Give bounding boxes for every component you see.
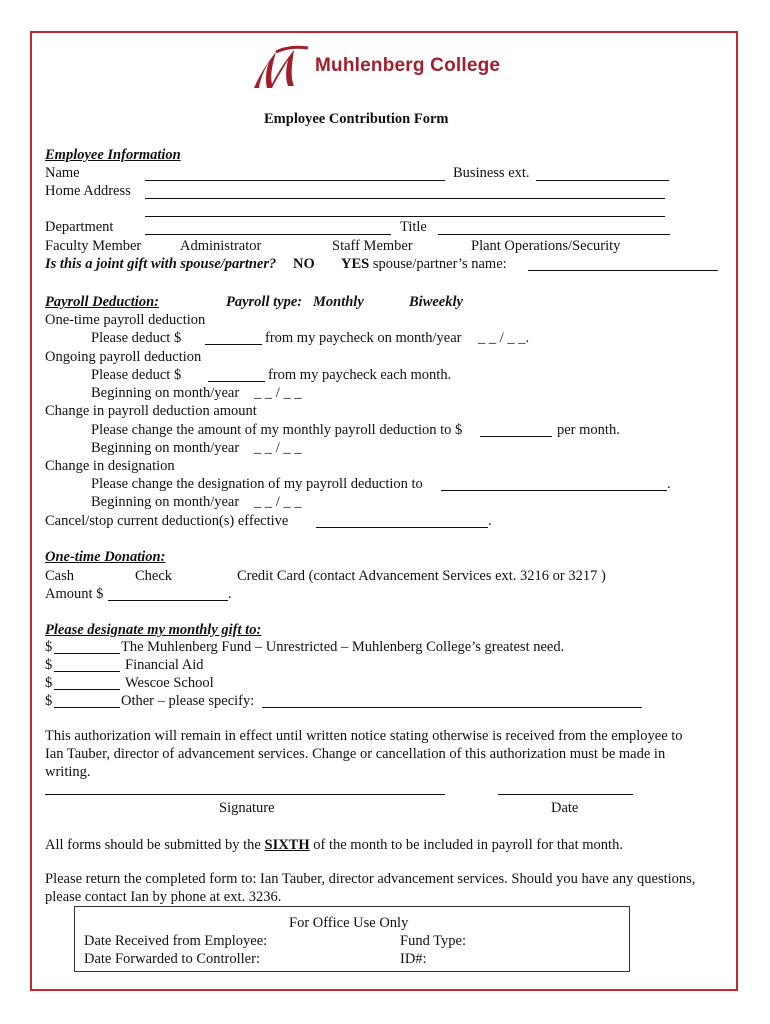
ongoing-suffix-label: from my paycheck each month. <box>268 367 452 383</box>
amount-period: . <box>228 586 232 602</box>
change-designation-date-field[interactable]: _ _ / _ _ <box>254 494 302 510</box>
college-name: Muhlenberg College <box>315 55 501 76</box>
staff-member-checkbox[interactable] <box>332 237 413 255</box>
muhlenberg-fund-amount-field[interactable] <box>54 653 120 654</box>
designation-dollar-3: $ <box>45 675 53 691</box>
home-address-label: Home Address <box>45 183 131 199</box>
business-ext-field[interactable] <box>536 180 669 181</box>
administrator-label: Administrator <box>180 238 262 254</box>
name-label: Name <box>45 165 80 181</box>
id-label: ID#: <box>400 951 427 967</box>
date-field[interactable] <box>498 794 633 795</box>
faculty-member-checkbox[interactable] <box>45 237 141 255</box>
office-use-heading: For Office Use Only <box>289 915 409 931</box>
change-designation-checkbox[interactable] <box>45 457 175 475</box>
sixth-emphasis: SIXTH <box>264 837 310 853</box>
wescoe-school-amount-field[interactable] <box>54 689 120 690</box>
ongoing-deduction-checkbox[interactable] <box>45 348 201 366</box>
ongoing-amount-field[interactable] <box>208 381 265 382</box>
monthly-checkbox[interactable] <box>313 293 364 311</box>
signature-field[interactable] <box>45 794 445 795</box>
check-checkbox[interactable] <box>135 567 172 585</box>
joint-gift-yes-checkbox[interactable] <box>341 255 507 273</box>
authorization-line-2: Ian Tauber, director of advancement services. Change or cancellation of this authorization must be made in <box>45 746 666 762</box>
spouse-name-field[interactable] <box>528 270 718 271</box>
please-deduct-label-2: Please deduct $ <box>91 367 182 383</box>
ongoing-deduction-label: Ongoing payroll deduction <box>45 349 202 365</box>
wescoe-school-label: Wescoe School <box>125 675 214 691</box>
plant-operations-label: Plant Operations/Security <box>471 238 621 254</box>
submit-deadline-text: All forms should be submitted by the SIXTH of the month to be included in payroll for that month. <box>45 837 623 853</box>
change-designation-beginning-label: Beginning on month/year <box>91 494 240 510</box>
plant-operations-checkbox[interactable] <box>471 237 620 255</box>
designation-dollar-4: $ <box>45 693 53 709</box>
designation-dollar-2: $ <box>45 657 53 673</box>
date-forwarded-label: Date Forwarded to Controller: <box>84 951 260 967</box>
one-time-deduction-checkbox[interactable] <box>45 311 205 329</box>
ongoing-beginning-label: Beginning on month/year <box>91 385 240 401</box>
donation-amount-field[interactable] <box>108 600 228 601</box>
one-time-donation-heading: One-time Donation: <box>45 549 166 565</box>
credit-card-label: Credit Card (contact Advancement Services ext. 3216 or 3217 ) <box>237 568 606 584</box>
cancel-deduction-checkbox[interactable] <box>45 512 288 530</box>
title-label: Title <box>400 219 427 235</box>
cash-label: Cash <box>45 568 74 584</box>
other-amount-field[interactable] <box>54 707 120 708</box>
spouse-name-label: spouse/partner’s name: <box>372 256 507 272</box>
fund-type-label: Fund Type: <box>400 933 466 949</box>
designation-heading: Please designate my monthly gift to: <box>45 622 262 638</box>
home-address-field-1[interactable] <box>145 198 665 199</box>
change-amount-beginning-label: Beginning on month/year <box>91 440 240 456</box>
other-label: Other – please specify: <box>121 693 255 709</box>
change-designation-period: . <box>667 476 671 492</box>
one-time-suffix-label: from my paycheck on month/year <box>265 330 462 346</box>
joint-gift-no-checkbox[interactable] <box>293 255 315 273</box>
one-time-date-field[interactable]: _ _ / _ _. <box>478 330 530 346</box>
change-amount-text: Please change the amount of my monthly payroll deduction to $ <box>91 422 463 438</box>
change-amount-date-field[interactable]: _ _ / _ _ <box>254 440 302 456</box>
cancel-period: . <box>488 513 492 529</box>
cancel-deduction-label: Cancel/stop current deduction(s) effective <box>45 513 289 529</box>
please-deduct-label-1: Please deduct $ <box>91 330 182 346</box>
authorization-line-1: This authorization will remain in effect until written notice stating otherwise is received from the employee to <box>45 728 683 744</box>
no-label: NO <box>293 256 315 272</box>
administrator-checkbox[interactable] <box>180 237 261 255</box>
change-designation-text: Please change the designation of my payroll deduction to <box>91 476 423 492</box>
change-amount-field[interactable] <box>480 436 552 437</box>
payroll-deduction-heading: Payroll Deduction: <box>45 294 159 310</box>
cash-checkbox[interactable] <box>45 567 74 585</box>
home-address-field-2[interactable] <box>145 216 665 217</box>
one-time-amount-field[interactable] <box>205 344 262 345</box>
designation-dollar-1: $ <box>45 639 53 655</box>
name-field[interactable] <box>145 180 445 181</box>
credit-card-checkbox[interactable] <box>237 567 606 585</box>
payroll-type-label: Payroll type: <box>226 294 303 310</box>
muhlenberg-fund-label: The Muhlenberg Fund – Unrestricted – Muhlenberg College’s greatest need. <box>121 639 565 655</box>
title-field[interactable] <box>438 234 670 235</box>
signature-label: Signature <box>219 800 275 816</box>
change-designation-label: Change in designation <box>45 458 175 474</box>
one-time-deduction-label: One-time payroll deduction <box>45 312 206 328</box>
financial-aid-label: Financial Aid <box>125 657 204 673</box>
biweekly-checkbox[interactable] <box>409 293 463 311</box>
ongoing-date-field[interactable]: _ _ / _ _ <box>254 385 302 401</box>
amount-label: Amount $ <box>45 586 104 602</box>
employee-info-heading: Employee Information <box>45 147 181 163</box>
cancel-effective-field[interactable] <box>316 527 488 528</box>
date-label: Date <box>551 800 579 816</box>
change-designation-field[interactable] <box>441 490 667 491</box>
joint-gift-question: Is this a joint gift with spouse/partner? <box>45 256 277 272</box>
form-title: Employee Contribution Form <box>264 111 449 127</box>
per-month-label: per month. <box>557 422 620 438</box>
return-line-1: Please return the completed form to: Ian Tauber, director advancement services. Should you have any questions, <box>45 871 696 887</box>
check-label: Check <box>135 568 173 584</box>
muhlenberg-m-logo-icon <box>250 44 314 92</box>
yes-label: YES <box>341 256 370 272</box>
change-amount-checkbox[interactable] <box>45 402 257 420</box>
monthly-label: Monthly <box>313 294 364 310</box>
change-amount-label: Change in payroll deduction amount <box>45 403 257 419</box>
return-line-2: please contact Ian by phone at ext. 3236. <box>45 889 282 905</box>
authorization-line-3: writing. <box>45 764 91 780</box>
faculty-member-label: Faculty Member <box>45 238 142 254</box>
department-label: Department <box>45 219 114 235</box>
department-field[interactable] <box>145 234 391 235</box>
business-ext-label: Business ext. <box>453 165 530 181</box>
biweekly-label: Biweekly <box>409 294 463 310</box>
other-specify-field[interactable] <box>262 707 642 708</box>
date-received-label: Date Received from Employee: <box>84 933 268 949</box>
staff-member-label: Staff Member <box>332 238 413 254</box>
financial-aid-amount-field[interactable] <box>54 671 120 672</box>
